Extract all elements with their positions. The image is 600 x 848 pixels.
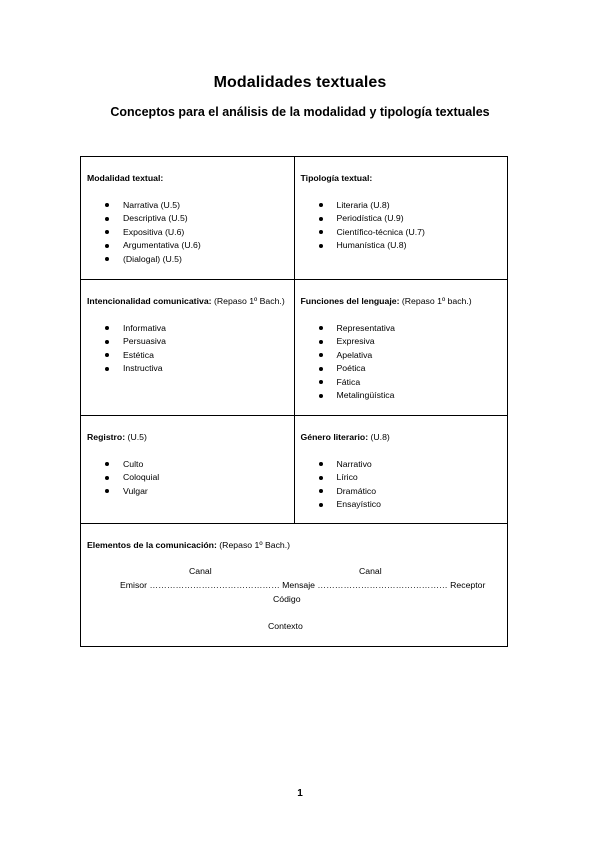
list-item: Narrativo — [301, 458, 502, 472]
list-item: (Dialogal) (U.5) — [87, 253, 288, 267]
page-title: Modalidades textuales — [213, 74, 387, 91]
contexto-label: Contexto — [268, 621, 303, 631]
cell-heading: Elementos de la comunicación: — [87, 540, 217, 550]
bullet-list — [87, 458, 288, 499]
cell-note: (U.8) — [368, 432, 390, 442]
list-item: Periodística (U.9) — [301, 212, 502, 226]
list-item: Dramático — [301, 485, 502, 499]
cell-heading: Registro: — [87, 432, 126, 442]
codigo-label: Código — [273, 594, 301, 604]
list-item: Fática — [301, 376, 502, 390]
list-item: Apelativa — [301, 349, 502, 363]
cell-registro — [81, 416, 295, 524]
list-item: Representativa — [301, 322, 502, 336]
list-item: Vulgar — [87, 485, 288, 499]
cell-funciones — [294, 280, 508, 416]
cell-intencionalidad — [81, 280, 295, 416]
list-item: Instructiva — [87, 362, 288, 376]
list-item: Metalingüística — [301, 389, 502, 403]
cell-heading: Género literario: — [300, 432, 369, 442]
list-item: Lírico — [301, 471, 502, 485]
cell-note: (Repaso 1º bach.) — [399, 296, 472, 306]
bullet-list — [301, 322, 502, 403]
cell-heading: Modalidad textual: — [87, 173, 164, 183]
bullet-list — [87, 322, 288, 376]
canal-right-label: Canal — [359, 566, 382, 576]
canal-left-label: Canal — [189, 566, 212, 576]
list-item: Narrativa (U.5) — [87, 199, 288, 213]
page-number: 1 — [297, 788, 303, 799]
concepts-table — [80, 156, 508, 647]
list-item: Persuasiva — [87, 335, 288, 349]
bullet-list — [301, 199, 502, 253]
cell-note: (Repaso 1º Bach.) — [216, 540, 291, 550]
cell-heading: Funciones del lenguaje: — [300, 296, 400, 306]
list-item: Literaria (U.8) — [301, 199, 502, 213]
list-item: Humanística (U.8) — [301, 239, 502, 253]
list-item: Descriptiva (U.5) — [87, 212, 288, 226]
cell-heading: Intencionalidad comunicativa: — [87, 296, 212, 306]
cell-tipologia — [294, 157, 508, 280]
cell-note: (U.5) — [125, 432, 147, 442]
bullet-list — [87, 199, 288, 267]
cell-heading: Tipología textual: — [300, 173, 373, 183]
list-item: Expresiva — [301, 335, 502, 349]
list-item: Poética — [301, 362, 502, 376]
list-item: Estética — [87, 349, 288, 363]
cell-modalidad — [81, 157, 295, 280]
communication-chain: Emisor ……………………………………… Mensaje ……………………………………… Receptor — [120, 580, 486, 590]
list-item: Informativa — [87, 322, 288, 336]
list-item: Coloquial — [87, 471, 288, 485]
list-item: Argumentativa (U.6) — [87, 239, 288, 253]
list-item: Culto — [87, 458, 288, 472]
list-item: Científico-técnica (U.7) — [301, 226, 502, 240]
page-subtitle: Conceptos para el análisis de la modalidad y tipología textuales — [110, 105, 490, 119]
bullet-list — [301, 458, 502, 512]
cell-note: (Repaso 1º Bach.) — [211, 296, 285, 306]
list-item: Ensayístico — [301, 498, 502, 512]
cell-genero — [294, 416, 508, 524]
list-item: Expositiva (U.6) — [87, 226, 288, 240]
